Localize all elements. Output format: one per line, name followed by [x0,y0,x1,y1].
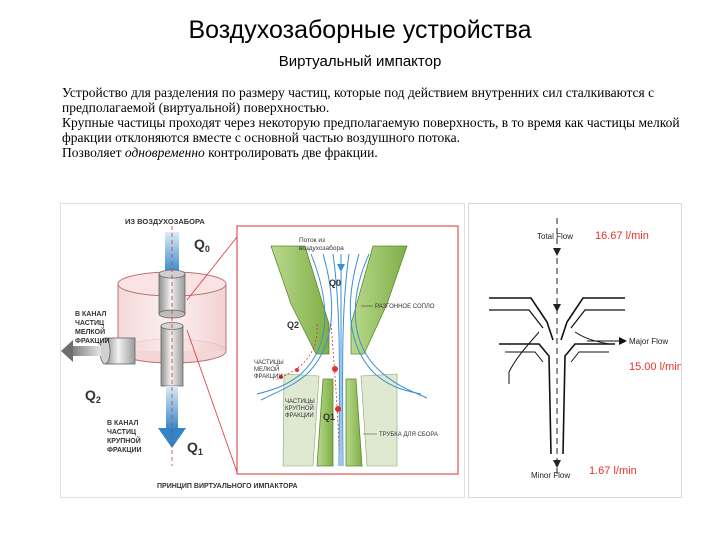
paragraph-2: Крупные частицы проходят через некоторую предполагаемую поверхность, в то время как частицы мелкой фракции отклоняются вместе с основной частью воздушного потока. [62,115,680,145]
minor-flow-value: 1.67 l/min [589,465,637,477]
fine-flow-arrow-shaft [71,346,101,356]
coarse-channel-label-4: ФРАКЦИИ [107,447,142,454]
detail-fine-label-2: МЕЛКОЙ [254,367,280,373]
detail-coarse-label-3: ФРАКЦИИ [285,413,314,419]
slide-title: Воздухозаборные устройства [188,16,532,44]
paragraph-3-emphasis: одновременно [124,145,205,160]
flow-schematic-svg [469,204,681,497]
inflow-arrow-shaft [165,232,179,274]
minor-flow-label: Minor Flow [531,471,571,480]
coarse-channel-label-1: В КАНАЛ [107,420,139,427]
detail-flow-label-1: Поток из [299,237,325,244]
detail-q2-label: Q2 [287,320,300,330]
fine-channel-label-1: В КАНАЛ [75,311,107,318]
fine-flow-arrow-head [61,340,73,362]
body-text [62,86,692,162]
total-flow-value: 16.67 l/min [595,230,649,242]
detail-jet-label: РАЗГОННОЕ СОПЛО [375,304,435,310]
detail-fine-label-3: ФРАКЦИИ [254,374,283,380]
paragraph-3 [62,146,692,161]
nozzle-left [489,298,553,340]
q0-label: $Q_0$ [194,236,210,254]
major-flow-label: Major Flow [629,337,669,346]
fine-channel-label-3: МЕЛКОЙ [75,329,106,336]
detail-q0-label: Q0 [329,278,342,288]
coarse-channel-label-2: ЧАСТИЦ [107,429,137,436]
paragraph-3-start: Позволяет [62,145,125,160]
slide-subtitle: Виртуальный импактор [278,53,442,70]
side-stream-right [575,332,609,344]
nozzle-right [561,298,625,340]
flow-schematic [468,203,682,498]
major-flow-arrow [619,337,627,345]
total-flow-label: Total Flow [537,232,574,241]
outer-wall-left [283,374,319,466]
detail-fine-label-1: ЧАСТИЦЫ [254,360,284,366]
q2-label: $Q_2$ [85,387,101,405]
virtual-impactor-diagram [60,203,465,498]
upper-nozzle [159,274,185,314]
virtual-impactor-svg [61,204,464,497]
detail-tube-label: ТРУБКА ДЛЯ СБОРА [379,432,438,438]
paragraph-1: Устройство для разделения по размеру частиц, которые под действием внутренних сил сталкиваются с предполагаемой (виртуальной) поверхностью. [62,85,655,115]
major-flow-value: 15.00 l/min [629,361,681,373]
outer-wall-right [361,374,397,466]
detail-q1-label: Q1 [323,412,336,422]
probe-right [563,344,615,454]
probe-left [499,344,551,454]
detail-coarse-label-2: КРУПНОЙ [285,406,314,412]
detail-coarse-label-1: ЧАСТИЦЫ [285,399,315,405]
q1-label: $Q_1$ [187,439,203,457]
fine-channel-label-4: ФРАКЦИИ [75,338,110,345]
coarse-channel-label-3: КРУПНОЙ [107,438,141,445]
fine-channel-label-2: ЧАСТИЦ [75,320,105,327]
side-stream-left [509,332,539,384]
diagram-caption: ПРИНЦИП ВИРТУАЛЬНОГО ИМПАКТОРА [157,483,298,490]
intake-label: ИЗ ВОЗДУХОЗАБОРА [125,217,205,226]
detail-flow-label-2: воздухозабора [299,245,344,252]
paragraph-3-end: контролировать две фракции. [204,145,378,160]
